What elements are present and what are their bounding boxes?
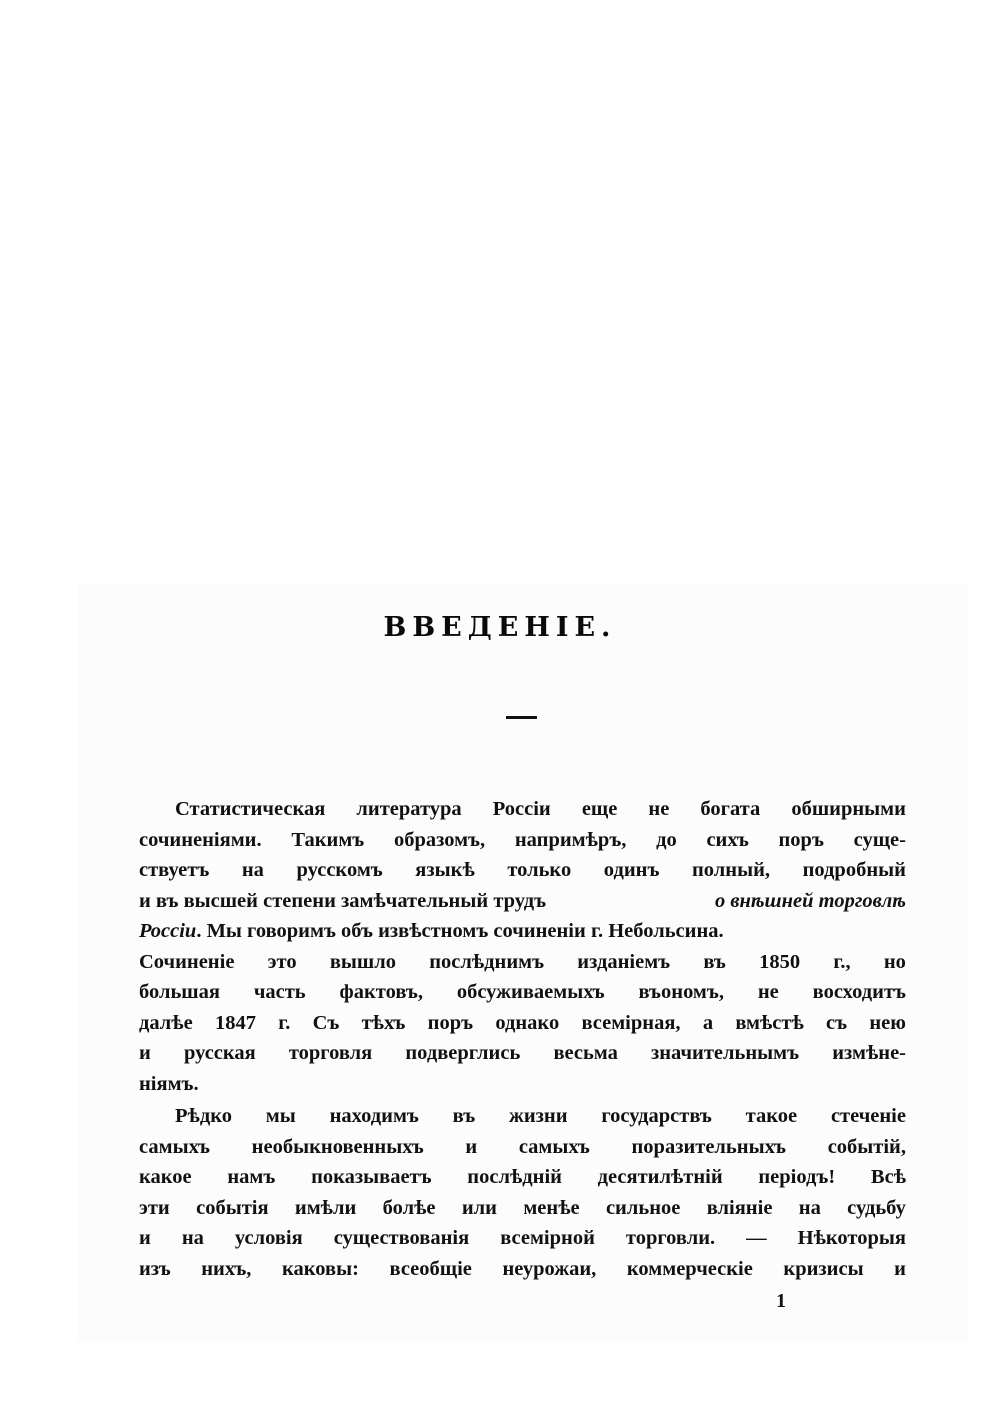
body-text: [139, 794, 906, 1284]
title-divider-rule: [506, 716, 537, 719]
text-line: большая часть фактовъ, обсуживаемыхъ въономъ, не восходитъ: [139, 981, 906, 1003]
text-line: и русская торговля подверглись весьма значительнымъ измѣне-: [139, 1042, 906, 1064]
text-line: какое намъ показываетъ послѣдній десятилѣтній періодъ! Всѣ: [139, 1166, 906, 1188]
chapter-title: ВВЕДЕНІЕ.: [383, 612, 617, 643]
text-line: Статистическая литература Россіи еще не богата обширными: [175, 798, 906, 820]
text-line: Сочиненіе это вышло послѣднимъ изданіемъ въ 1850 г., но: [139, 950, 906, 973]
text-line: эти событія имѣли болѣе или менѣе сильное вліяніе на судьбу: [139, 1196, 906, 1219]
text-line: ствуетъ на русскомъ языкѣ только одинъ полный, подробный: [139, 859, 906, 881]
text-line: далѣе 1847 г. Съ тѣхъ поръ однако всемірная, а вмѣстѣ съ нею: [139, 1011, 906, 1034]
italic-book-title: о внѣшней торговлѣ: [714, 889, 906, 912]
text-line: Рѣдко мы находимъ въ жизни государствъ такое стеченіе: [175, 1105, 906, 1127]
text-line: сочиненіями. Такимъ образомъ, напримѣръ, до сихъ поръ суще-: [139, 828, 906, 851]
text-line: и на условія существованія всемірной торговли. — Нѣкоторыя: [139, 1227, 906, 1249]
text-line: изъ нихъ, каковы: всеобщіе неурожаи, коммерческіе кризисы и: [139, 1257, 906, 1280]
text-line: и въ высшей степени замѣчательный трудъ о внѣшней торговлѣ: [139, 886, 906, 917]
italic-book-title-end: Россіи: [139, 920, 197, 942]
text-line: Россіи . Мы говоримъ объ извѣстномъ сочиненіи г. Небольсина.: [139, 916, 906, 947]
text-line: ніямъ.: [139, 1072, 199, 1095]
page-number: 1: [776, 1290, 786, 1312]
text-line: самыхъ необыкновенныхъ и самыхъ поразительныхъ событій,: [139, 1135, 906, 1158]
